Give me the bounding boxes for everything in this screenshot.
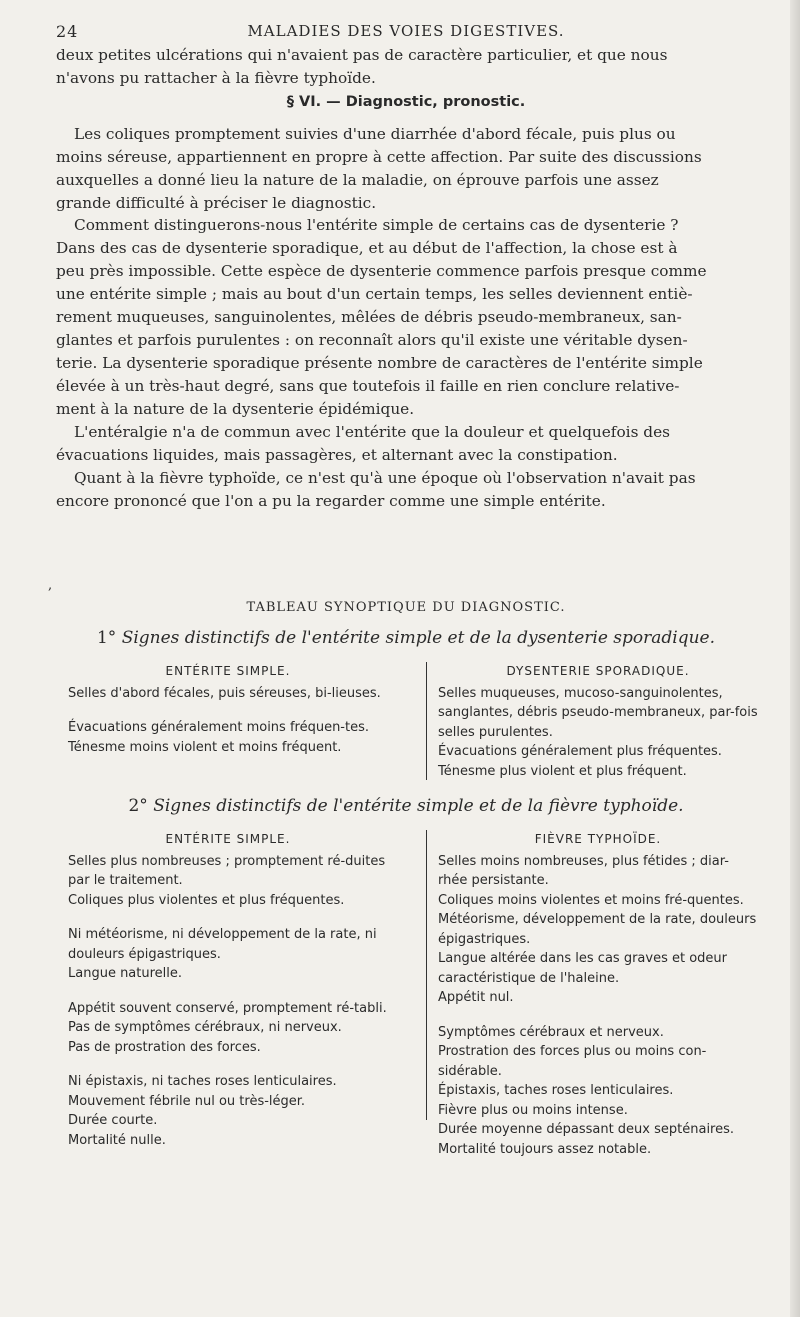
list-item: Mouvement fébrile nul ou très-léger. [68,1093,306,1109]
column-header: ENTÉRITE SIMPLE. [165,664,291,678]
list-item: Mortalité toujours assez notable. [438,1141,652,1157]
text-line: Quant à la fièvre typhoïde, ce n'est qu'à une époque où l'observation n'avait pas [74,469,696,487]
text-line: terie. La dysenterie sporadique présente nombre de caractères de l'entérite simple [56,354,703,372]
text-line: Dans des cas de dysenterie sporadique, et au début de l'affection, la chose est à [56,239,678,257]
column-header: FIÈVRE TYPHOÏDE. [534,832,662,846]
paragraph-dysentery [56,214,756,421]
list-item: Coliques plus violentes et plus fréquentes. [68,892,345,908]
table-title: TABLEAU SYNOPTIQUE DU DIAGNOSTIC. [246,600,566,615]
column-enterite-part2 [68,830,388,1150]
list-item: Appétit souvent conservé, promptement ré-tabli. [68,1000,387,1016]
text-line: encore prononcé que l'on a pu la regarder comme une simple entérite. [56,492,606,510]
list-item: Ni météorisme, ni développement de la rate, ni douleurs épigastriques. [68,927,377,962]
column-divider [426,662,427,780]
list-item: Ténesme plus violent et plus fréquent. [438,763,687,779]
part-number: 1° [96,628,117,648]
list-item: Ni épistaxis, ni taches roses lenticulaires. [68,1074,337,1089]
list-item: Évacuations généralement plus fréquentes. [438,744,722,759]
page-edge-shadow [790,0,800,1317]
running-header [56,22,756,46]
list-item: Ténesme moins violent et moins fréquent. [68,739,342,755]
list-item: Appétit nul. [438,990,514,1005]
list-item: Fièvre plus ou moins intense. [438,1102,628,1118]
column-dysenterie [438,662,758,781]
list-item: Coliques moins violentes et moins fré-quentes. [438,892,744,908]
paragraph-symptoms [56,123,756,215]
text-line: une entérite simple ; mais au bout d'un certain temps, les selles deviennent entiè- [56,285,693,303]
text-line: évacuations liquides, mais passagères, et alternant avec la constipation. [56,446,618,464]
column-header: DYSENTERIE SPORADIQUE. [506,664,690,678]
text-line: auxquelles a donné lieu la nature de la maladie, on éprouve parfois une assez [56,171,659,189]
list-item: Pas de prostration des forces. [68,1039,261,1055]
text-line: deux petites ulcérations qui n'avaient pas de caractère particulier, et que nous [56,46,668,64]
column-header: ENTÉRITE SIMPLE. [165,832,291,846]
list-item: Météorisme, développement de la rate, douleurs épigastriques. [438,912,757,947]
list-item: Selles moins nombreuses, plus fétides ; diar-rhée persistante. [438,853,729,888]
list-item: Langue altérée dans les cas graves et odeur caractéristique de l'haleine. [438,951,728,986]
list-item: Durée moyenne dépassant deux septénaires. [438,1122,735,1137]
intro-paragraph [56,44,756,90]
text-line: Les coliques promptement suivies d'une diarrhée d'abord fécale, puis plus ou [74,125,676,143]
text-line: rement muqueuses, sanguinolentes, mêlées de débris pseudo-membraneux, san- [56,308,682,326]
running-title: MALADIES DES VOIES DIGESTIVES. [247,22,565,40]
page-number: 24 [56,22,79,41]
paragraph-typhoid [56,467,756,513]
part-heading-text: Signes distinctifs de l'entérite simple et de la dysenterie sporadique. [121,628,716,648]
table-part2-heading [56,796,756,816]
paragraph-enteralgia [56,421,756,467]
list-item: Selles d'abord fécales, puis séreuses, bi-lieuses. [68,685,381,701]
text-line: Comment distinguerons-nous l'entérite simple de certains cas de dysenterie ? [74,216,679,234]
text-line: élevée à un très-haut degré, sans que toutefois il faille en rien conclure relative- [56,377,680,395]
column-fievre-typhoide [438,830,758,1159]
column-enterite-part1 [68,662,388,757]
text-line: glantes et parfois purulentes : on reconnaît alors qu'il existe une véritable dysen- [56,331,688,349]
margin-mark: , [48,578,53,593]
list-item: Mortalité nulle. [68,1132,166,1148]
list-item: Symptômes cérébraux et nerveux. [438,1024,664,1040]
list-item: Langue naturelle. [68,966,183,981]
list-item: Selles muqueuses, mucoso-sanguinolentes, sanglantes, débris pseudo-membraneux, par-fois selles purulentes. [438,685,758,740]
column-divider [426,830,427,1120]
text-line: peu près impossible. Cette espèce de dysenterie commence parfois presque comme [56,262,707,280]
text-line: n'avons pu rattacher à la fièvre typhoïde. [56,69,376,87]
list-item: Épistaxis, taches roses lenticulaires. [438,1083,674,1098]
list-item: Selles plus nombreuses ; promptement ré-duites par le traitement. [68,853,386,888]
text-line: grande difficulté à préciser le diagnostic. [56,194,377,212]
text-line: L'entéralgie n'a de commun avec l'entérite que la douleur et quelquefois des [74,423,670,441]
list-item: Évacuations généralement moins fréquen-tes. [68,720,369,735]
text-line: ment à la nature de la dysenterie épidémique. [56,400,415,418]
text-line: moins séreuse, appartiennent en propre à cette affection. Par suite des discussions [56,148,702,166]
list-item: Pas de symptômes cérébraux, ni nerveux. [68,1020,342,1035]
list-item: Prostration des forces plus ou moins con-sidérable. [438,1044,707,1079]
section-heading: § VI. — Diagnostic, pronostic. [286,94,526,110]
part-number: 2° [128,796,148,816]
table-part1-heading [56,628,756,648]
part-heading-text: Signes distinctifs de l'entérite simple et de la fièvre typhoïde. [153,796,684,816]
list-item: Durée courte. [68,1113,158,1128]
